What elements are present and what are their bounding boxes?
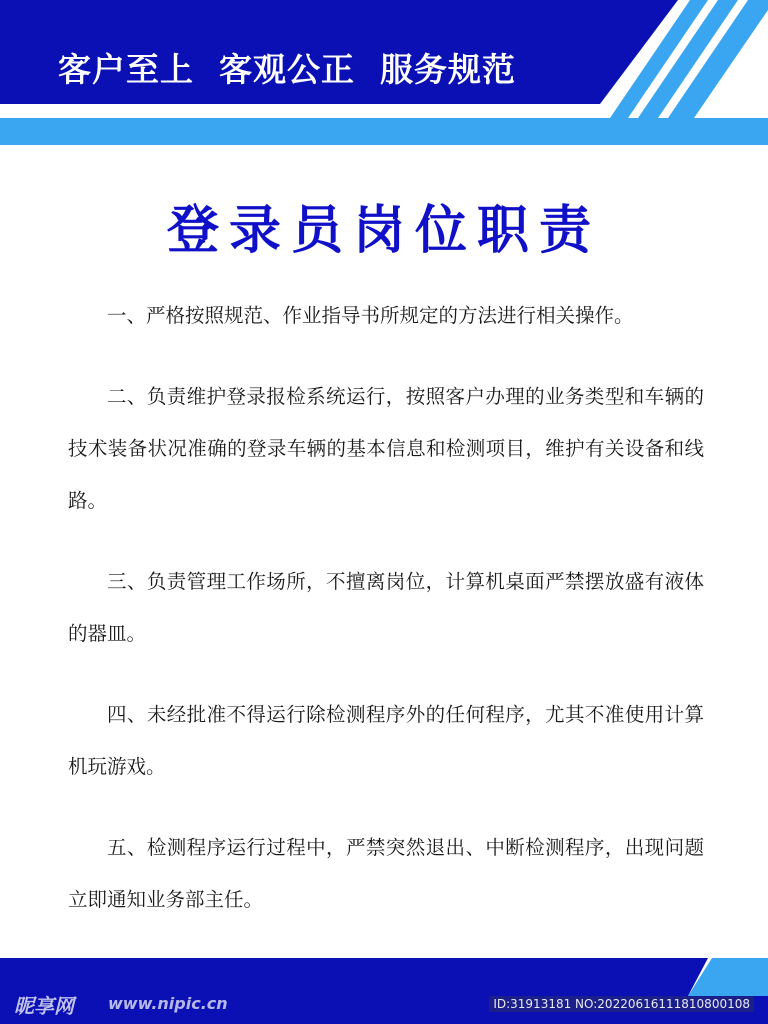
duty-item-4: 四、未经批准不得运行除检测程序外的任何程序，尤其不准使用计算机玩游戏。 (68, 703, 704, 778)
header-banner (0, 0, 768, 145)
duty-item-5: 五、检测程序运行过程中，严禁突然退出、中断检测程序，出现问题立即通知业务部主任。 (68, 836, 704, 911)
duties-list (68, 290, 704, 955)
watermark-logo: 昵享网 (14, 994, 74, 1018)
watermark-url: www.nipic.cn (108, 994, 228, 1013)
watermark-id: ID:31913181 NO:20220616111810800108 (489, 996, 754, 1012)
duty-item-3: 三、负责管理工作场所，不擅离岗位，计算机桌面严禁摆放盛有液体的器皿。 (68, 570, 704, 645)
page-title: 登录员岗位职责 (166, 200, 601, 261)
footer-banner (0, 956, 768, 1024)
footer-decoration (0, 956, 768, 1024)
duty-item-2: 二、负责维护登录报检系统运行，按照客户办理的业务类型和车辆的技术装备状况准确的登录车辆的基本信息和检测项目，维护有关设备和线路。 (68, 385, 704, 512)
slogan: 客户至上 客观公正 服务规范 (58, 50, 516, 89)
duty-item-1: 一、严格按照规范、作业指导书所规定的方法进行相关操作。 (107, 304, 634, 327)
